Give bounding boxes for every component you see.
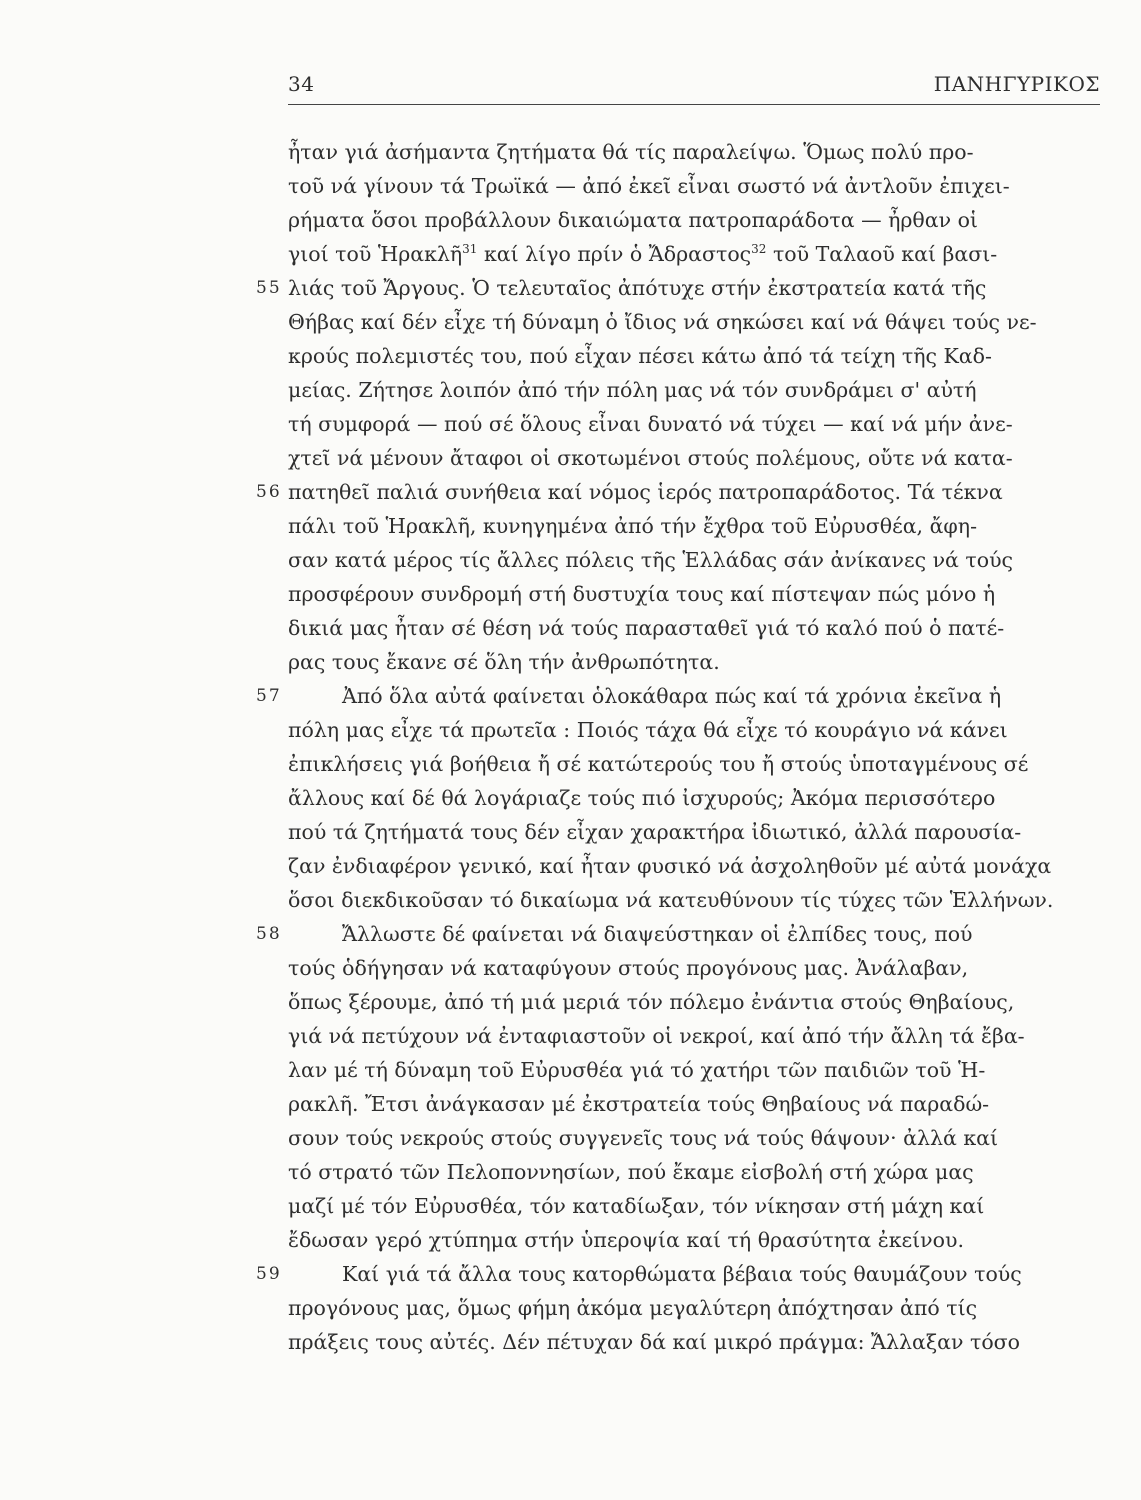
footnote-marker: 32 xyxy=(751,242,767,256)
text-line: πάλι τοῦ Ἡρακλῆ, κυνηγημένα ἀπό τήν ἔχθρα τοῦ Εὐρυσθέα, ἄφη- xyxy=(288,514,977,538)
text-line: Καί γιά τά ἄλλα τους κατορθώματα βέβαια τούς θαυμάζουν τούς xyxy=(342,1262,1022,1286)
text-line: ζαν ἐνδιαφέρον γενικό, καί ἦταν φυσικό νά ἀσχοληθοῦν μέ αὐτά μονάχα xyxy=(288,854,1052,878)
text-segment: τοῦ Ταλαοῦ καί βασι- xyxy=(766,242,998,266)
text-segment: καί λίγο πρίν ὁ Ἄδραστος xyxy=(477,242,752,266)
text-line: Θήβας καί δέν εἶχε τή δύναμη ὁ ἴδιος νά σηκώσει καί νά θάψει τούς νε- xyxy=(288,310,1037,334)
text-line: λιάς τοῦ Ἄργους. Ὁ τελευταῖος ἀπότυχε στήν ἐκστρατεία κατά τῆς xyxy=(288,276,987,300)
text-line: γιά νά πετύχουν νά ἐνταφιαστοῦν οἱ νεκροί, καί ἀπό τήν ἄλλη τά ἔβα- xyxy=(288,1024,1025,1048)
text-line: πού τά ζητήματά τους δέν εἶχαν χαρακτήρα ἰδιωτικό, ἀλλά παρουσία- xyxy=(288,820,1022,844)
text-line: Ἄλλωστε δέ φαίνεται νά διαψεύστηκαν οἱ ἐλπίδες τους, πού xyxy=(342,922,973,946)
text-line: προγόνους μας, ὅμως φήμη ἀκόμα μεγαλύτερη ἀπόχτησαν ἀπό τίς xyxy=(288,1296,978,1320)
text-line: χτεῖ νά μένουν ἄταφοι οἱ σκοτωμένοι στούς πολέμους, οὔτε νά κατα- xyxy=(288,446,1013,470)
page-header xyxy=(288,72,1100,96)
text-line: τή συμφορά — πού σέ ὅλους εἶναι δυνατό νά τύχει — καί νά μήν ἀνε- xyxy=(288,412,1013,436)
text-line: δικιά μας ἦταν σέ θέση νά τούς παρασταθεῖ γιά τό καλό πού ὁ πατέ- xyxy=(288,616,1005,640)
text-line: ἄλλους καί δέ θά λογάριαζε τούς πιό ἰσχυρούς; Ἀκόμα περισσότερο xyxy=(288,786,996,810)
footnote-marker: 31 xyxy=(462,242,478,256)
section-number: 57 xyxy=(256,686,282,706)
section-number: 59 xyxy=(256,1264,282,1284)
section-number: 56 xyxy=(256,482,282,502)
section-number: 58 xyxy=(256,924,282,944)
text-line: ἔδωσαν γερό χτύπημα στήν ὑπεροψία καί τή θρασύτητα ἐκείνου. xyxy=(288,1228,964,1252)
text-line: ρας τους ἔκανε σέ ὅλη τήν ἀνθρωπότητα. xyxy=(288,650,720,674)
text-line: σουν τούς νεκρούς στούς συγγενεῖς τους νά τούς θάψουν· ἀλλά καί xyxy=(288,1126,999,1150)
text-line: ὅπως ξέρουμε, ἀπό τή μιά μεριά τόν πόλεμο ἐνάντια στούς Θηβαίους, xyxy=(288,990,1015,1014)
text-line: λαν μέ τή δύναμη τοῦ Εὐρυσθέα γιά τό χατήρι τῶν παιδιῶν τοῦ Ἡ- xyxy=(288,1058,986,1082)
text-line: ρήματα ὅσοι προβάλλουν δικαιώματα πατροπαράδοτα — ἦρθαν οἱ xyxy=(288,208,978,232)
header-rule xyxy=(288,104,1100,105)
text-line: προσφέρουν συνδρομή στή δυστυχία τους καί πίστεψαν πώς μόνο ἡ xyxy=(288,582,996,606)
text-line: κρούς πολεμιστές του, πού εἶχαν πέσει κάτω ἀπό τά τείχη τῆς Καδ- xyxy=(288,344,992,368)
text-line: ἐπικλήσεις γιά βοήθεια ἤ σέ κατώτερούς του ἤ στούς ὑποταγμένους σέ xyxy=(288,752,1029,776)
text-line: Ἀπό ὅλα αὐτά φαίνεται ὁλοκάθαρα πώς καί τά χρόνια ἐκεῖνα ἡ xyxy=(342,684,1002,708)
text-line: ρακλῆ. Ἔτσι ἀνάγκασαν μέ ἐκστρατεία τούς Θηβαίους νά παραδώ- xyxy=(288,1092,990,1116)
text-line: ὅσοι διεκδικοῦσαν τό δικαίωμα νά κατευθύνουν τίς τύχες τῶν Ἑλλήνων. xyxy=(288,888,1054,912)
text-line: πόλη μας εἶχε τά πρωτεῖα : Ποιός τάχα θά εἶχε τό κουράγιο νά κάνει xyxy=(288,718,1008,742)
text-line: πατηθεῖ παλιά συνήθεια καί νόμος ἱερός πατροπαράδοτος. Τά τέκνα xyxy=(288,480,1003,504)
text-line: τοῦ νά γίνουν τά Τρωϊκά — ἀπό ἐκεῖ εἶναι σωστό νά ἀντλοῦν ἐπιχει- xyxy=(288,174,1010,198)
text-line: τούς ὁδήγησαν νά καταφύγουν στούς προγόνους μας. Ἀνάλαβαν, xyxy=(288,956,969,980)
text-line: πράξεις τους αὐτές. Δέν πέτυχαν δά καί μικρό πράγμα: Ἄλλαξαν τόσο xyxy=(288,1330,1020,1354)
section-number: 55 xyxy=(256,278,282,298)
page-number: 34 xyxy=(288,72,315,96)
running-title: ΠΑΝΗΓΥΡΙΚΟΣ xyxy=(933,72,1100,96)
text-line: ἦταν γιά ἀσήμαντα ζητήματα θά τίς παραλείψω. Ὅμως πολύ προ- xyxy=(288,140,974,164)
text-line: μαζί μέ τόν Εὐρυσθέα, τόν καταδίωξαν, τόν νίκησαν στή μάχη καί xyxy=(288,1194,985,1218)
text-line: μείας. Ζήτησε λοιπόν ἀπό τήν πόλη μας νά τόν συνδράμει σ' αὐτή xyxy=(288,378,977,402)
text-line xyxy=(288,237,1100,271)
text-line: σαν κατά μέρος τίς ἄλλες πόλεις τῆς Ἑλλάδας σάν ἀνίκανες νά τούς xyxy=(288,548,1014,572)
text-line: τό στρατό τῶν Πελοποννησίων, πού ἔκαμε εἰσβολή στή χώρα μας xyxy=(288,1160,974,1184)
text-segment: γιοί τοῦ Ἡρακλῆ xyxy=(288,242,463,266)
